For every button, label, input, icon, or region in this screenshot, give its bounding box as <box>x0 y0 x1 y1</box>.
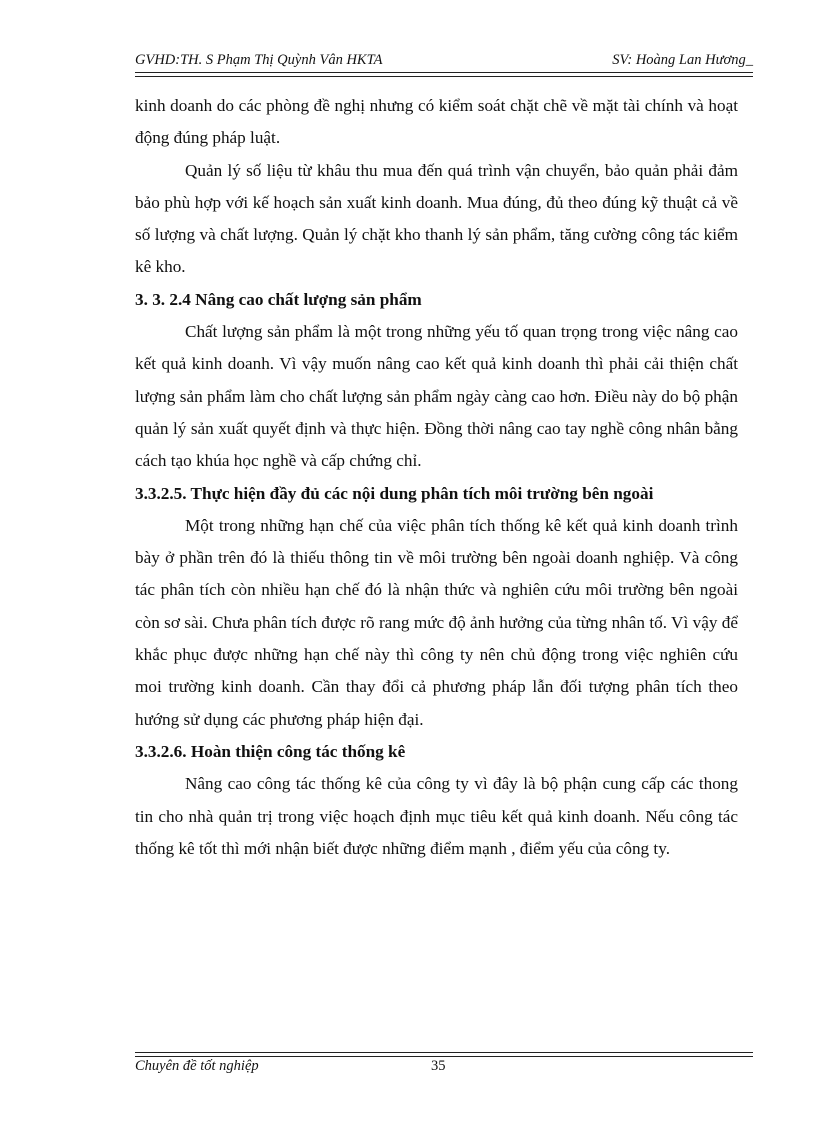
paragraph-product-quality: Chất lượng sản phẩm là một trong những yếu tố quan trọng trong việc nâng cao kết quả kinh doanh. Vì vậy muốn nâng cao kết quả kinh doanh thì phải cải thiện chất lượng sản phẩm làm cho chất lượng sản phẩm ngày càng cao hơn. Điều này do bộ phận quản lý sản xuất quyết định và thực hiện. Đồng thời nâng cao tay nghề công nhân bằng cách tạo khúa học nghề và cấp chứng chỉ. <box>135 322 738 471</box>
paragraph-data-management: Quản lý số liệu từ khâu thu mua đến quá trình vận chuyển, bảo quản phải đảm bảo phù hợp với kế hoạch sản xuất kinh doanh. Mua đúng, đủ theo đúng kỹ thuật cả về số lượng và chất lượng. Quản lý chặt kho thanh lý sản phẩm, tăng cường công tác kiểm kê kho. <box>135 160 738 277</box>
page-footer <box>135 1050 753 1090</box>
footer-title: Chuyên đề tốt nghiệp <box>135 1058 259 1074</box>
footer-rule-thin <box>135 1056 753 1057</box>
header-rule <box>135 72 753 73</box>
heading-3-3-2-4: 3. 3. 2.4 Nâng cao chất lượng sản phẩm <box>135 289 422 309</box>
paragraph-continued: kinh doanh do các phòng đề nghị nhưng có kiểm soát chặt chẽ về mặt tài chính và hoạt động đúng pháp luật. <box>135 96 738 148</box>
page-content <box>135 90 738 865</box>
page-number: 35 <box>431 1058 446 1074</box>
header-student: SV: Hoàng Lan Hương_ <box>612 52 753 68</box>
paragraph-external-environment: Một trong những hạn chế của việc phân tích thống kê kết quả kinh doanh trình bày ở phần trên đó là thiếu thông tin về môi trường bên ngoài doanh nghiệp. Và công tác phân tích còn nhiều hạn chế đó là nhận thức và nghiên cứu môi trường bên ngoài còn sơ sài. Chưa phân tích được rõ rang mức độ ảnh hưởng của từng nhân tố. Vì vậy để khắc phục được những hạn chế này thì công ty nên chủ động trong việc nghiên cứu moi trường kinh doanh. Cần thay đổi cả phương pháp lẫn đối tượng phân tích theo hướng sử dụng các phương pháp hiện đại. <box>135 515 738 729</box>
header-supervisor: GVHD:TH. S Phạm Thị Quỳnh Vân HKTA <box>135 52 383 68</box>
page-header <box>135 50 753 88</box>
header-rule-thin <box>135 76 753 77</box>
heading-3-3-2-6: 3.3.2.6. Hoàn thiện công tác thống kê <box>135 741 406 761</box>
footer-rule <box>135 1052 753 1053</box>
paragraph-statistics: Nâng cao công tác thống kê của công ty vì đây là bộ phận cung cấp các thong tin cho nhà quản trị trong việc hoạch định mục tiêu kết quả kinh doanh. Nếu công tác thống kê tốt thì mới nhận biết được những điểm mạnh , điểm yếu của công ty. <box>135 774 738 858</box>
heading-3-3-2-5: 3.3.2.5. Thực hiện đầy đủ các nội dung phân tích môi trường bên ngoài <box>135 483 654 503</box>
